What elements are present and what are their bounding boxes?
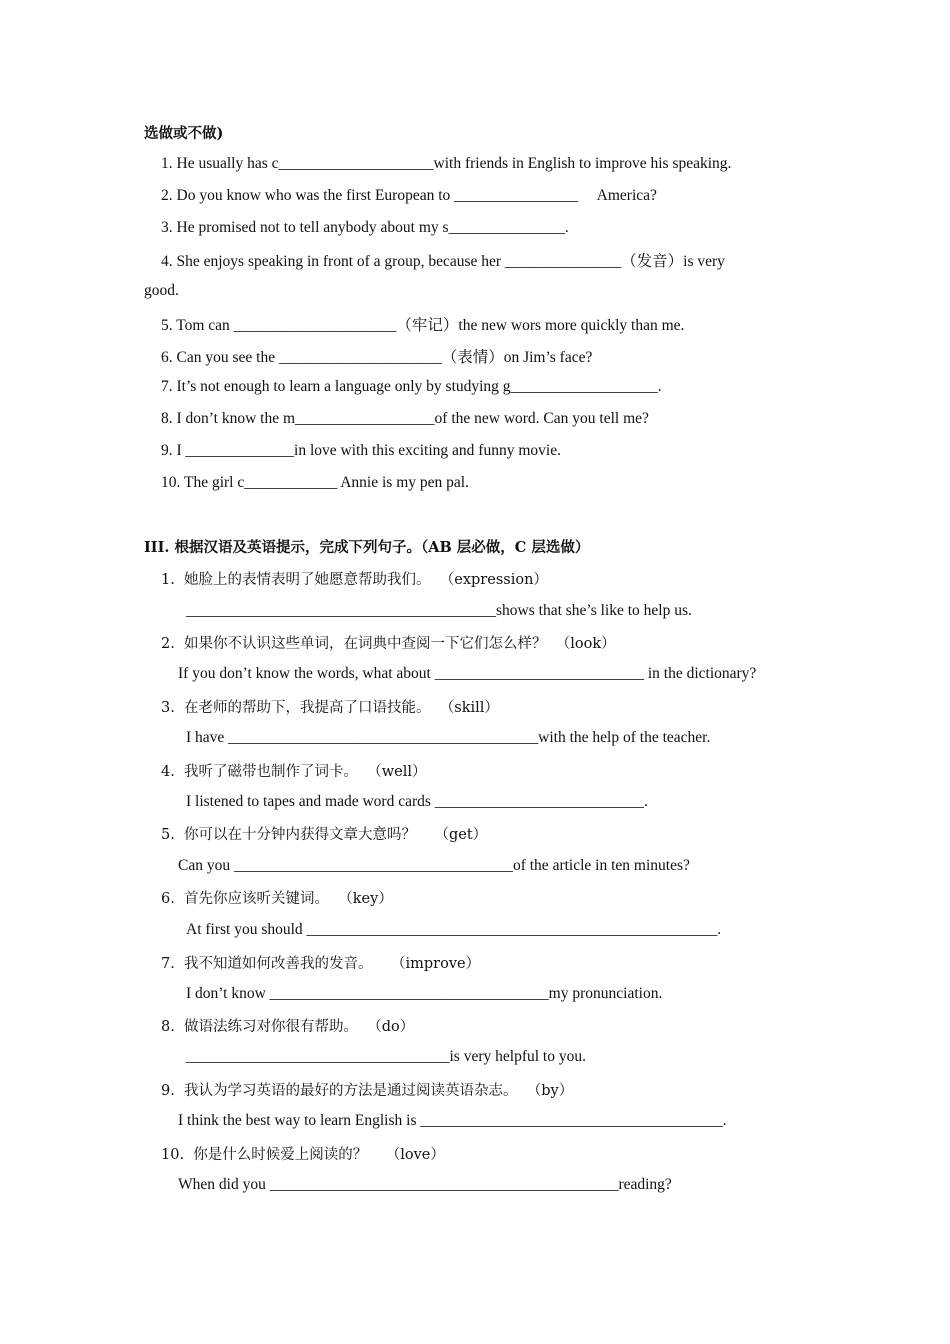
translation-answer-line: ________________________________________shows that she’s like to help us. — [186, 602, 692, 619]
translation-answer-line: At first you should _____________________________________________________. — [186, 921, 722, 938]
translation-prompt: 1. 她脸上的表情表明了她愿意帮助我们。 （expression） — [161, 572, 548, 588]
translation-answer-line: I have ________________________________________with the help of the teacher. — [186, 729, 711, 746]
exercise-item: 3. He promised not to tell anybody about my s_______________. — [161, 219, 569, 236]
translation-prompt: 5. 你可以在十分钟内获得文章大意吗？ （get） — [161, 827, 488, 843]
exercise-item: 5. Tom can _____________________（牢记）the new wors more quickly than me. — [161, 317, 685, 334]
exercise-item: 2. Do you know who was the first European to ________________ America? — [161, 187, 657, 204]
translation-answer-line: I don’t know ____________________________________my pronunciation. — [186, 985, 663, 1002]
exercise-item: 9. I ______________in love with this exciting and funny movie. — [161, 442, 561, 459]
translation-prompt: 3. 在老师的帮助下，我提高了口语技能。 （skill） — [161, 700, 499, 716]
translation-prompt: 4. 我听了磁带也制作了词卡。 （well） — [161, 764, 427, 780]
exercise-item: 1. He usually has c____________________with friends in English to improve his speaking. — [161, 155, 732, 172]
translation-prompt: 7. 我不知道如何改善我的发音。 （improve） — [161, 956, 481, 972]
section-heading: III. 根据汉语及英语提示，完成下列句子。（AB 层必做，C 层选做） — [144, 539, 590, 556]
translation-answer-line: __________________________________is very helpful to you. — [186, 1048, 586, 1065]
translation-prompt: 2. 如果你不认识这些单词，在词典中查阅一下它们怎么样？ （look） — [161, 636, 616, 652]
exercise-item-continuation: good. — [144, 282, 179, 299]
translation-answer-line: When did you _____________________________________________reading? — [178, 1176, 672, 1193]
section-heading-tail: 选做或不做) — [144, 125, 224, 142]
translation-prompt: 6. 首先你应该听关键词。 （key） — [161, 891, 393, 907]
translation-answer-line: Can you ____________________________________of the article in ten minutes? — [178, 857, 690, 874]
exercise-item: 4. She enjoys speaking in front of a group, because her _______________（发音）is very — [161, 253, 725, 270]
translation-prompt: 8. 做语法练习对你很有帮助。 （do） — [161, 1019, 415, 1035]
translation-prompt: 9. 我认为学习英语的最好的方法是通过阅读英语杂志。 （by） — [161, 1083, 574, 1099]
exercise-item: 8. I don’t know the m__________________of the new word. Can you tell me? — [161, 410, 649, 427]
exercise-item: 6. Can you see the _____________________（表情）on Jim’s face? — [161, 349, 593, 366]
translation-answer-line: If you don’t know the words, what about ___________________________ in the dictionary? — [178, 665, 757, 682]
exercise-item: 7. It’s not enough to learn a language only by studying g___________________. — [161, 378, 662, 395]
exercise-item: 10. The girl c____________ Annie is my pen pal. — [161, 474, 469, 491]
translation-prompt: 10. 你是什么时候爱上阅读的？ （love） — [161, 1147, 445, 1163]
translation-answer-line: I think the best way to learn English is _______________________________________. — [178, 1112, 727, 1129]
translation-answer-line: I listened to tapes and made word cards ___________________________. — [186, 793, 648, 810]
